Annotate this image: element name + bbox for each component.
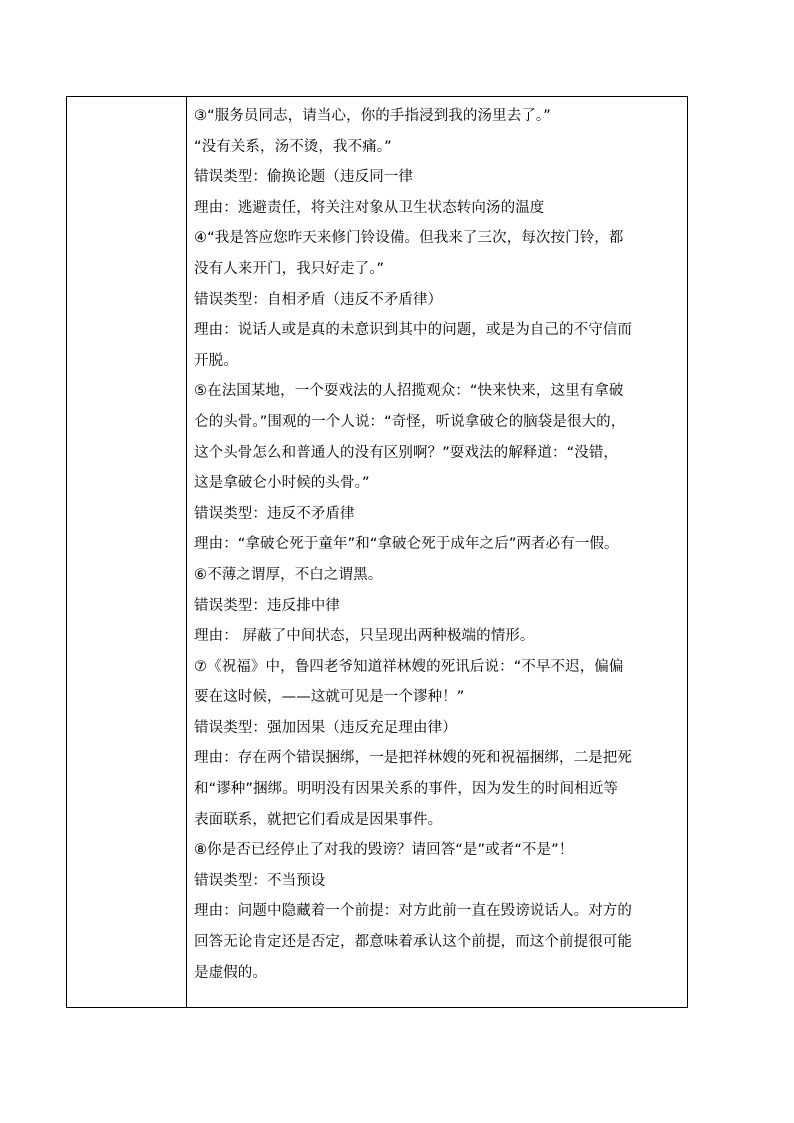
text-line: 没有人来开门，我只好走了。”	[194, 260, 385, 277]
text-line: 理由： 屏蔽了中间状态，只呈现出两种极端的情形。	[194, 628, 535, 645]
text-line: 理由：逃避责任，将关注对象从卫生状态转向汤的温度	[194, 199, 545, 216]
text-line: ⑦《祝福》中，鲁四老爷知道祥林嫂的死讯后说：“不早不迟，偏偏	[194, 658, 624, 675]
text-line: 要在这时候，——这就可见是一个谬种！”	[194, 689, 465, 706]
text-line: 开脱。	[194, 352, 238, 369]
text-line: ⑥不薄之谓厚，不白之谓黑。	[194, 566, 383, 583]
text-line: 错误类型：不当预设	[194, 872, 326, 889]
text-line: 错误类型：偷换论题（违反同一律	[194, 169, 413, 186]
text-line: 错误类型：违反不矛盾律	[194, 505, 355, 522]
text-line: ⑤在法国某地，一个耍戏法的人招揽观众：“快来快来，这里有拿破	[194, 383, 624, 400]
text-line: ④“我是答应您昨天来修门铃设備。但我来了三次，每次按门铃，都	[194, 230, 624, 247]
text-line: 错误类型：自相矛盾（违反不矛盾律）	[194, 291, 443, 308]
text-line: 和“谬种”捆绑。明明没有因果关系的事件，因为发生的时间相近等	[194, 781, 619, 798]
text-line: “没有关系，汤不烫，我不痛。”	[194, 138, 392, 155]
text-line: 理由：说话人或是真的未意识到其中的问题，或是为自己的不守信而	[194, 322, 632, 339]
text-line: 这是拿破仑小时候的头骨。”	[194, 475, 370, 492]
text-line: 这个头骨怎么和普通人的没有区别啊？”耍戏法的解释道：“没错，	[194, 444, 619, 461]
text-line: 表面联系，就把它们看成是因果事件。	[194, 811, 443, 828]
text-line: 是虚假的。	[194, 964, 267, 981]
text-line: 错误类型：强加因果（违反充足理由律）	[194, 719, 457, 736]
table-right-cell	[194, 101, 684, 988]
column-divider	[186, 97, 187, 1007]
text-line: 理由：存在两个错误捆绑，一是把祥林嫂的死和祝福捆绑，二是把死	[194, 750, 632, 767]
text-line: 错误类型：违反排中律	[194, 597, 340, 614]
content-table	[66, 96, 688, 1008]
table-left-cell	[67, 97, 186, 1007]
text-line: ③“服务员同志，请当心，你的手指浸到我的汤里去了。”	[194, 108, 551, 124]
text-line: ⑧你是否已经停止了对我的毁谤？请回答“是”或者“不是”！	[194, 842, 574, 859]
text-line: 回答无论肯定还是否定，都意味着承认这个前提，而这个前提很可能	[194, 934, 632, 951]
text-line: 仑的头骨。”围观的一个人说：“奇怪，听说拿破仑的脑袋是很大的，	[194, 413, 626, 430]
text-line: 理由：“拿破仑死于童年”和“拿破仑死于成年之后”两者必有一假。	[194, 536, 619, 553]
text-line: 理由：问题中隐藏着一个前提：对方此前一直在毁谤说话人。对方的	[194, 903, 632, 920]
